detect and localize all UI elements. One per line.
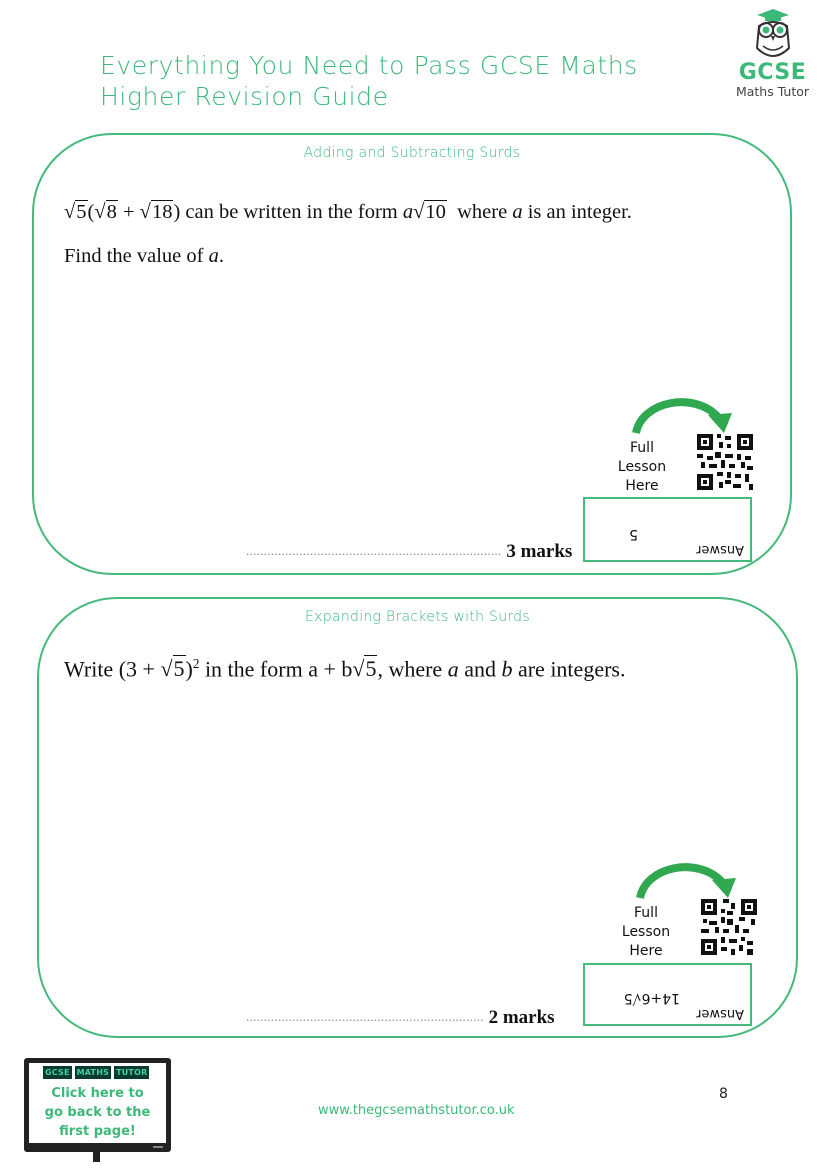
curved-arrow-icon <box>632 397 737 435</box>
qr-code-icon[interactable] <box>697 434 753 490</box>
page-number: 8 <box>719 1086 728 1102</box>
answer-dotted-line[interactable]: ........................................................................ <box>246 543 502 558</box>
answer-label: Answer <box>696 1006 744 1021</box>
document-title <box>100 50 638 112</box>
full-lesson-label: Full Lesson Here <box>621 905 671 959</box>
question-text-line-1: Write $(3 + √5)^2$ in the form a + b√5, where a and b are integers. <box>64 656 626 682</box>
answer-line-and-marks <box>246 541 572 563</box>
marks-label: 2 marks <box>488 1007 555 1028</box>
question-card-1 <box>32 133 792 575</box>
screen-brand-label: GCSE MATHS TUTOR <box>45 1068 148 1077</box>
curved-arrow-icon <box>636 862 741 900</box>
answer-line-and-marks <box>246 1007 555 1029</box>
logo-subtitle: Maths Tutor <box>735 84 810 99</box>
answer-dotted-line[interactable]: ................................................................... <box>246 1009 484 1024</box>
gcse-maths-tutor-logo <box>725 8 820 108</box>
card-topic-title: Expanding Brackets with Surds <box>305 609 530 625</box>
answer-box <box>583 497 752 562</box>
sqrt-expression: √5 <box>64 201 87 223</box>
answer-label: Answer <box>696 542 744 557</box>
title-line-1: Everything You Need to Pass GCSE Maths <box>100 51 638 80</box>
qr-code-icon[interactable] <box>701 899 757 955</box>
question-card-2 <box>37 597 798 1038</box>
monitor-stand-icon <box>93 1152 100 1162</box>
website-link[interactable]: www.thegcsemathstutor.co.uk <box>318 1103 515 1118</box>
full-lesson-link[interactable] <box>606 862 776 972</box>
card-topic-title: Adding and Subtracting Surds <box>303 145 521 161</box>
title-line-2: Higher Revision Guide <box>100 82 389 111</box>
back-to-first-page-button[interactable] <box>24 1058 171 1162</box>
monitor-led-icon <box>153 1146 163 1148</box>
back-button-label: Click here to go back to the first page! <box>44 1086 151 1139</box>
answer-value: 5 <box>629 526 638 542</box>
marks-label: 3 marks <box>506 541 573 562</box>
full-lesson-link[interactable] <box>602 397 772 507</box>
question-text-line-2: Find the value of a. <box>64 245 224 267</box>
owl-graduate-icon <box>751 8 795 60</box>
monitor-frame <box>24 1058 171 1152</box>
logo-brand: GCSE <box>738 60 807 85</box>
answer-value: 14+6√5 <box>623 990 680 1006</box>
question-text-line-1: √5(√8 + √18) can be written in the form a√10 where a is an integer. <box>64 201 632 223</box>
answer-box <box>583 963 752 1026</box>
full-lesson-label: Full Lesson Here <box>617 440 667 494</box>
